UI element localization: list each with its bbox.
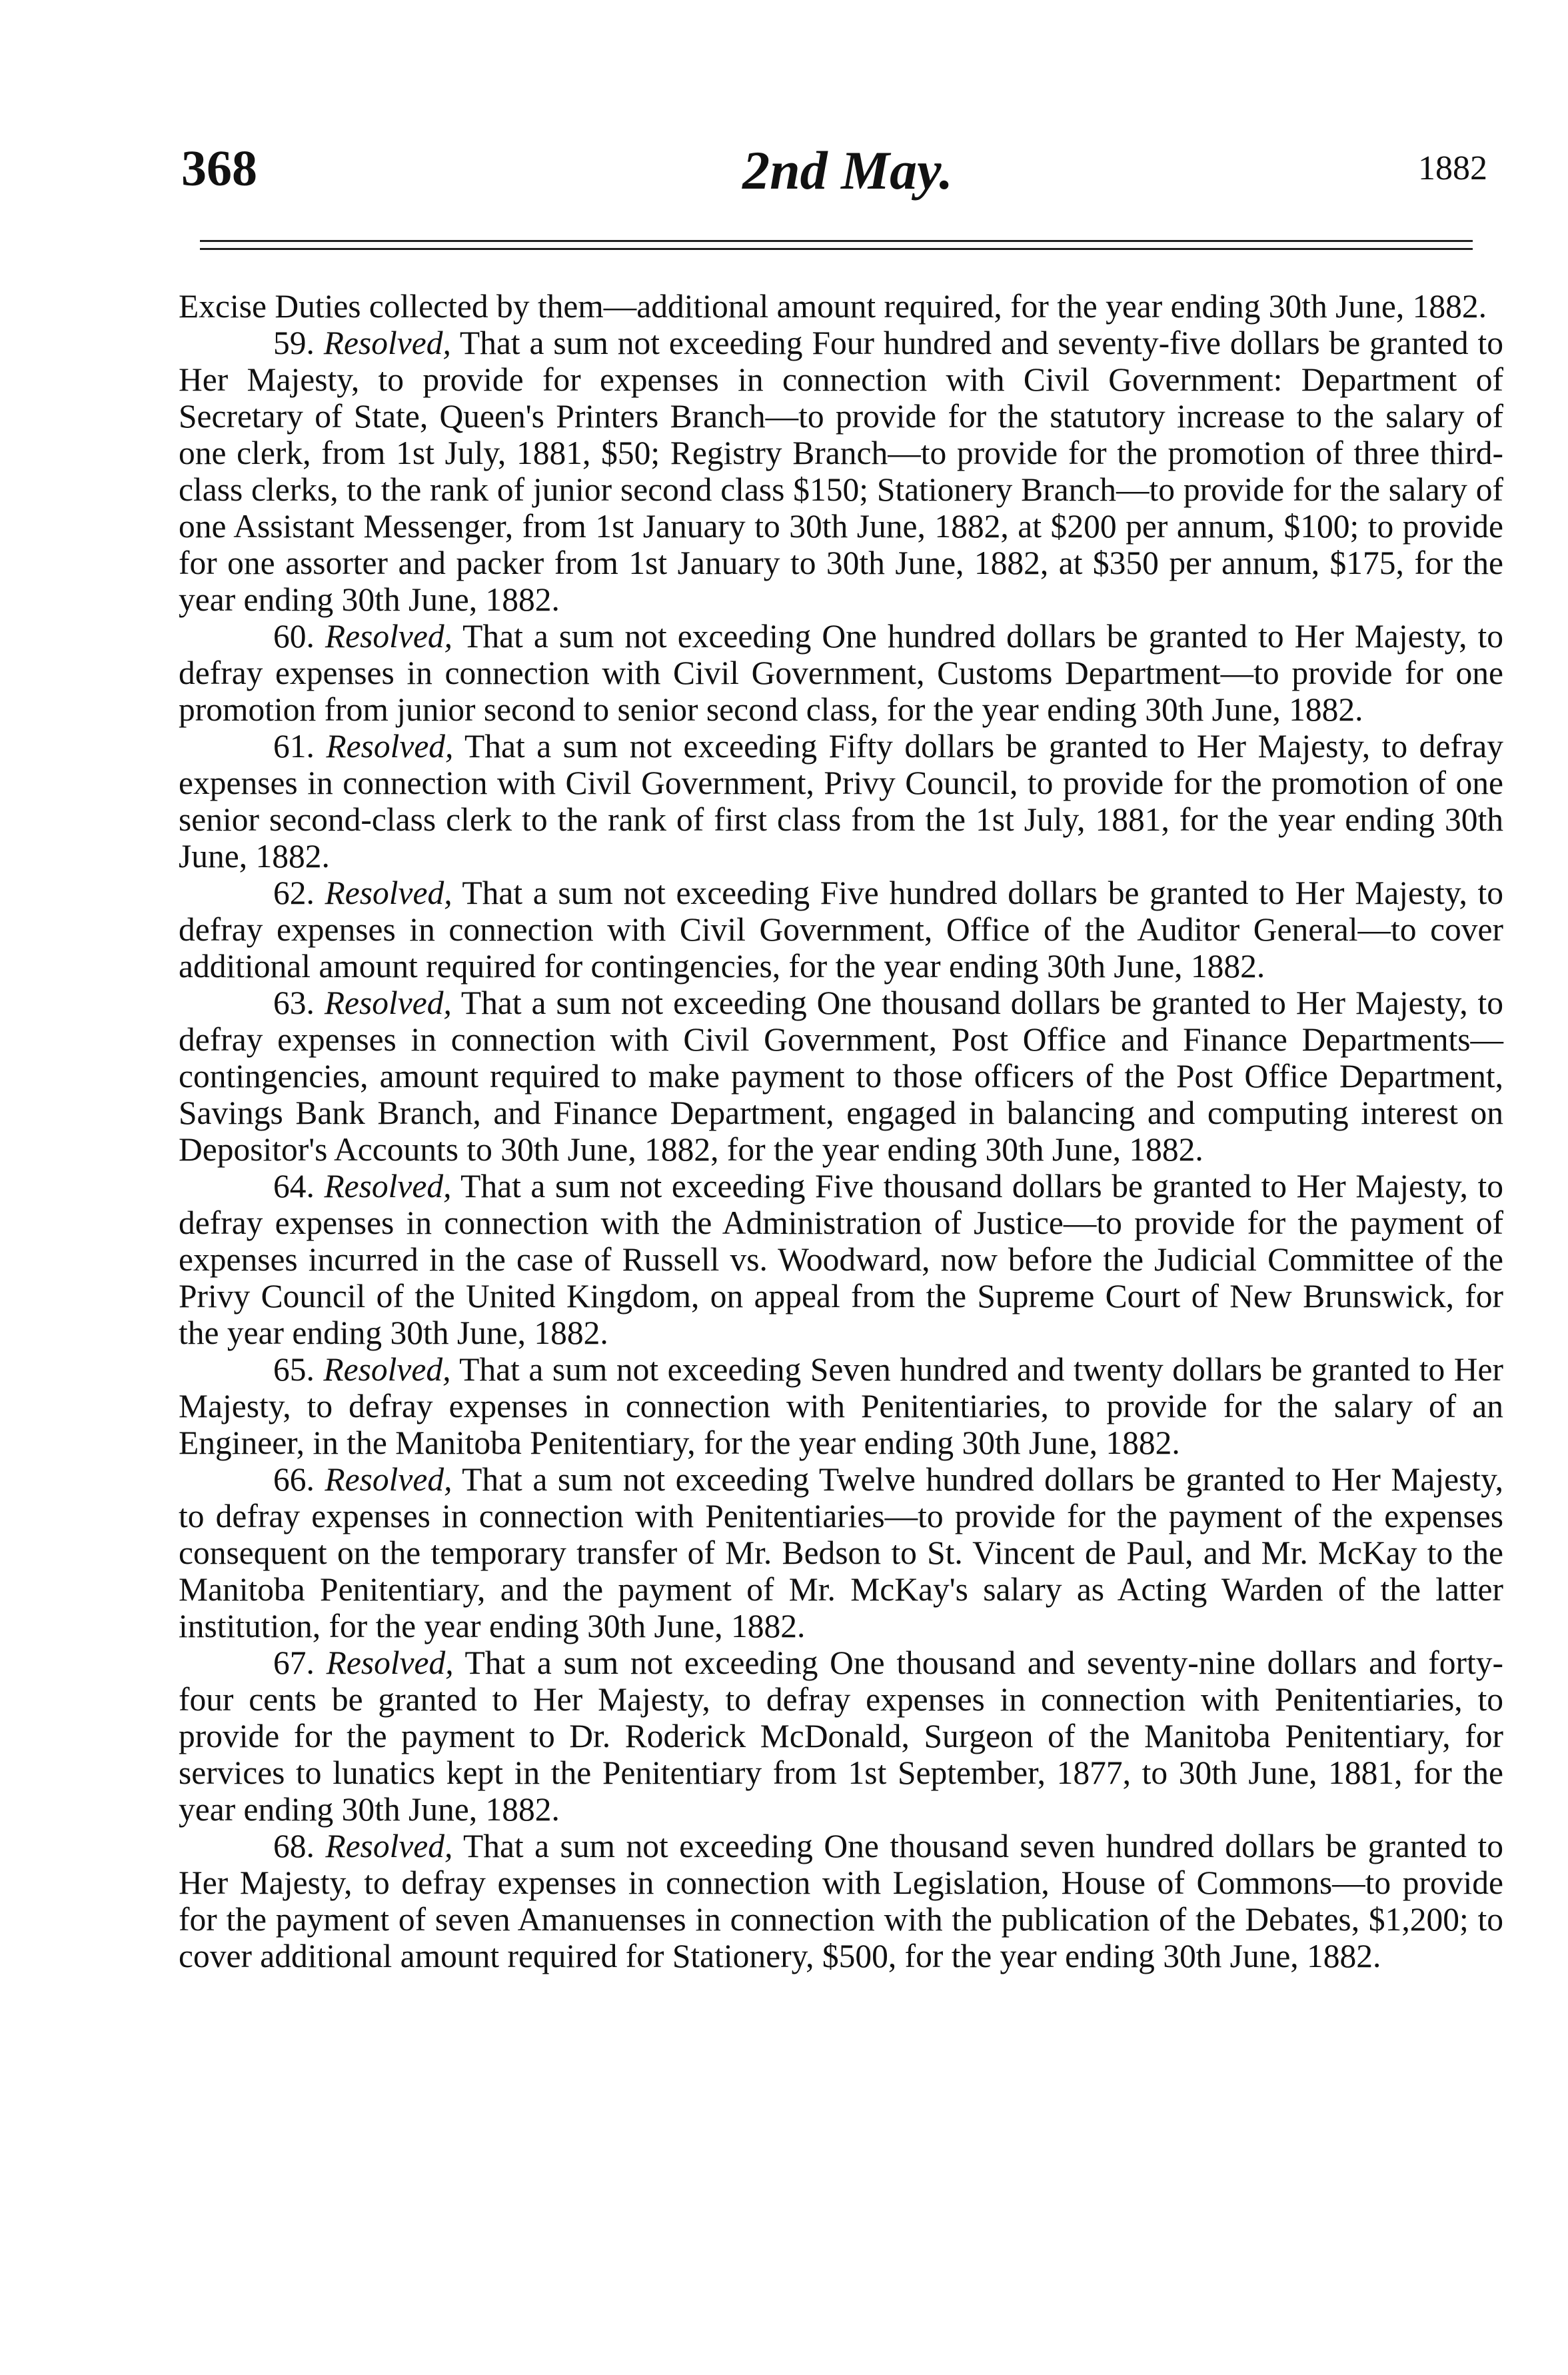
paragraph-continuation: [179, 288, 1503, 325]
resolution-number: 65.: [273, 1351, 315, 1388]
resolution-number: 66.: [273, 1461, 315, 1498]
paragraph-text: That a sum not exceeding One thousand and seventy-nine dollars and forty-four cents be granted to Her Majesty, to defray expenses in connection with Penitentiaries, to provide for the payment to Dr. Roderick McDonald, Surgeon of the Manitoba Penitentiary, for services to lunatics kept in the Penitentiary from 1st September, 1877, to 30th June, 1881, for the year ending 30th June, 1882.: [179, 1644, 1504, 1828]
paragraph-text: That a sum not exceeding Seven hundred and twenty dollars be granted to Her Majesty, to defray expenses in connection with Penitentiaries, to provide for the salary of an Engineer, in the Manitoba Penitentiary, for the year ending 30th June, 1882.: [179, 1351, 1504, 1461]
resolution-lead: Resolved,: [324, 985, 452, 1021]
paragraph-text: That a sum not exceeding Fifty dollars be granted to Her Majesty, to defray expenses in connection with Civil Government, Privy Council, to provide for the promotion of one senior second-class clerk to the rank of first class from the 1st July, 1881, for the year ending 30th June, 1882.: [179, 728, 1503, 875]
header-year: 1882: [1418, 149, 1487, 187]
resolution-lead: Resolved,: [325, 1461, 452, 1498]
resolution-65: [179, 1351, 1503, 1461]
resolution-lead: Resolved,: [325, 875, 452, 911]
resolution-number: 59.: [273, 325, 315, 361]
resolution-number: 60.: [273, 618, 315, 655]
resolution-66: [179, 1461, 1503, 1644]
resolution-lead: Resolved,: [323, 1351, 451, 1388]
paragraph-text: That a sum not exceeding One hundred dollars be granted to Her Majesty, to defray expenses in connection with Civil Government, Customs Department—to provide for one promotion from junior second to senior second class, for the year ending 30th June, 1882.: [179, 618, 1504, 728]
resolution-lead: Resolved,: [326, 1644, 454, 1681]
paragraph-text: That a sum not exceeding Four hundred and seventy-five dollars be granted to Her Majesty, to provide for expenses in connection with Civil Government: Department of Secretary of State, Queen's Printers Branch—to provide for the statutory increase to the salary of one clerk, from 1st July, 1881, $50; Registry Branch—to provide for the promotion of three third-class clerks, to the rank of junior second class $150; Stationery Branch—to provide for the salary of one Assistant Messenger, from 1st January to 30th June, 1882, at $200 per annum, $100; to provide for one assorter and packer from 1st January to 30th June, 1882, at $350 per annum, $175, for the year ending 30th June, 1882.: [179, 325, 1503, 618]
resolution-number: 64.: [273, 1168, 315, 1204]
resolution-64: [179, 1168, 1503, 1351]
resolution-59: [179, 325, 1503, 618]
resolution-lead: Resolved,: [326, 728, 454, 765]
resolution-number: 68.: [273, 1828, 315, 1864]
resolution-63: [179, 985, 1503, 1168]
resolution-62: [179, 875, 1503, 985]
page-header: [181, 140, 1487, 217]
paragraph-text: That a sum not exceeding Five hundred dollars be granted to Her Majesty, to defray expenses in connection with Civil Government, Office of the Auditor General—to cover additional amount required for contingencies, for the year ending 30th June, 1882.: [179, 875, 1504, 985]
resolution-lead: Resolved,: [325, 1828, 453, 1864]
resolution-lead: Resolved,: [323, 325, 451, 361]
header-rule-top: [200, 240, 1473, 242]
resolution-60: [179, 618, 1503, 728]
paragraph-text: That a sum not exceeding One thousand dollars be granted to Her Majesty, to defray expenses in connection with Civil Government, Post Office and Finance Departments—contingencies, amount required to make payment to those officers of the Post Office Department, Savings Bank Branch, and Finance Department, engaged in balancing and computing interest on Depositor's Accounts to 30th June, 1882, for the year ending 30th June, 1882.: [179, 985, 1504, 1168]
resolution-67: [179, 1644, 1503, 1828]
resolution-number: 61.: [273, 728, 315, 765]
resolution-lead: Resolved,: [325, 618, 452, 655]
resolution-number: 67.: [273, 1644, 315, 1681]
paragraph-text: That a sum not exceeding Twelve hundred dollars be granted to Her Majesty, to defray expenses in connection with Penitentiaries—to provide for the payment of the expenses consequent on the temporary transfer of Mr. Bedson to St. Vincent de Paul, and Mr. McKay to the Manitoba Penitentiary, and the payment of Mr. McKay's salary as Acting Warden of the latter institution, for the year ending 30th June, 1882.: [179, 1461, 1504, 1644]
resolution-number: 63.: [273, 985, 315, 1021]
header-rule-bottom: [200, 248, 1473, 250]
resolution-68: [179, 1828, 1503, 1974]
paragraph-text: That a sum not exceeding One thousand seven hundred dollars be granted to Her Majesty, to defray expenses in connection with Legislation, House of Commons—to provide for the payment of seven Amanuenses in connection with the publication of the Debates, $1,200; to cover additional amount required for Stationery, $500, for the year ending 30th June, 1882.: [179, 1828, 1504, 1974]
running-title: 2nd May.: [742, 140, 953, 201]
resolution-61: [179, 728, 1503, 875]
paragraph-text: Excise Duties collected by them—additional amount required, for the year ending 30th June, 1882.: [179, 288, 1487, 325]
body-text: [179, 288, 1503, 1974]
resolution-lead: Resolved,: [324, 1168, 452, 1204]
page-number: 368: [181, 141, 257, 197]
resolution-number: 62.: [273, 875, 315, 911]
paragraph-text: That a sum not exceeding Five thousand dollars be granted to Her Majesty, to defray expenses in connection with the Administration of Justice—to provide for the payment of expenses incurred in the case of Russell vs. Woodward, now before the Judicial Committee of the Privy Council of the United Kingdom, on appeal from the Supreme Court of New Brunswick, for the year ending 30th June, 1882.: [179, 1168, 1503, 1351]
